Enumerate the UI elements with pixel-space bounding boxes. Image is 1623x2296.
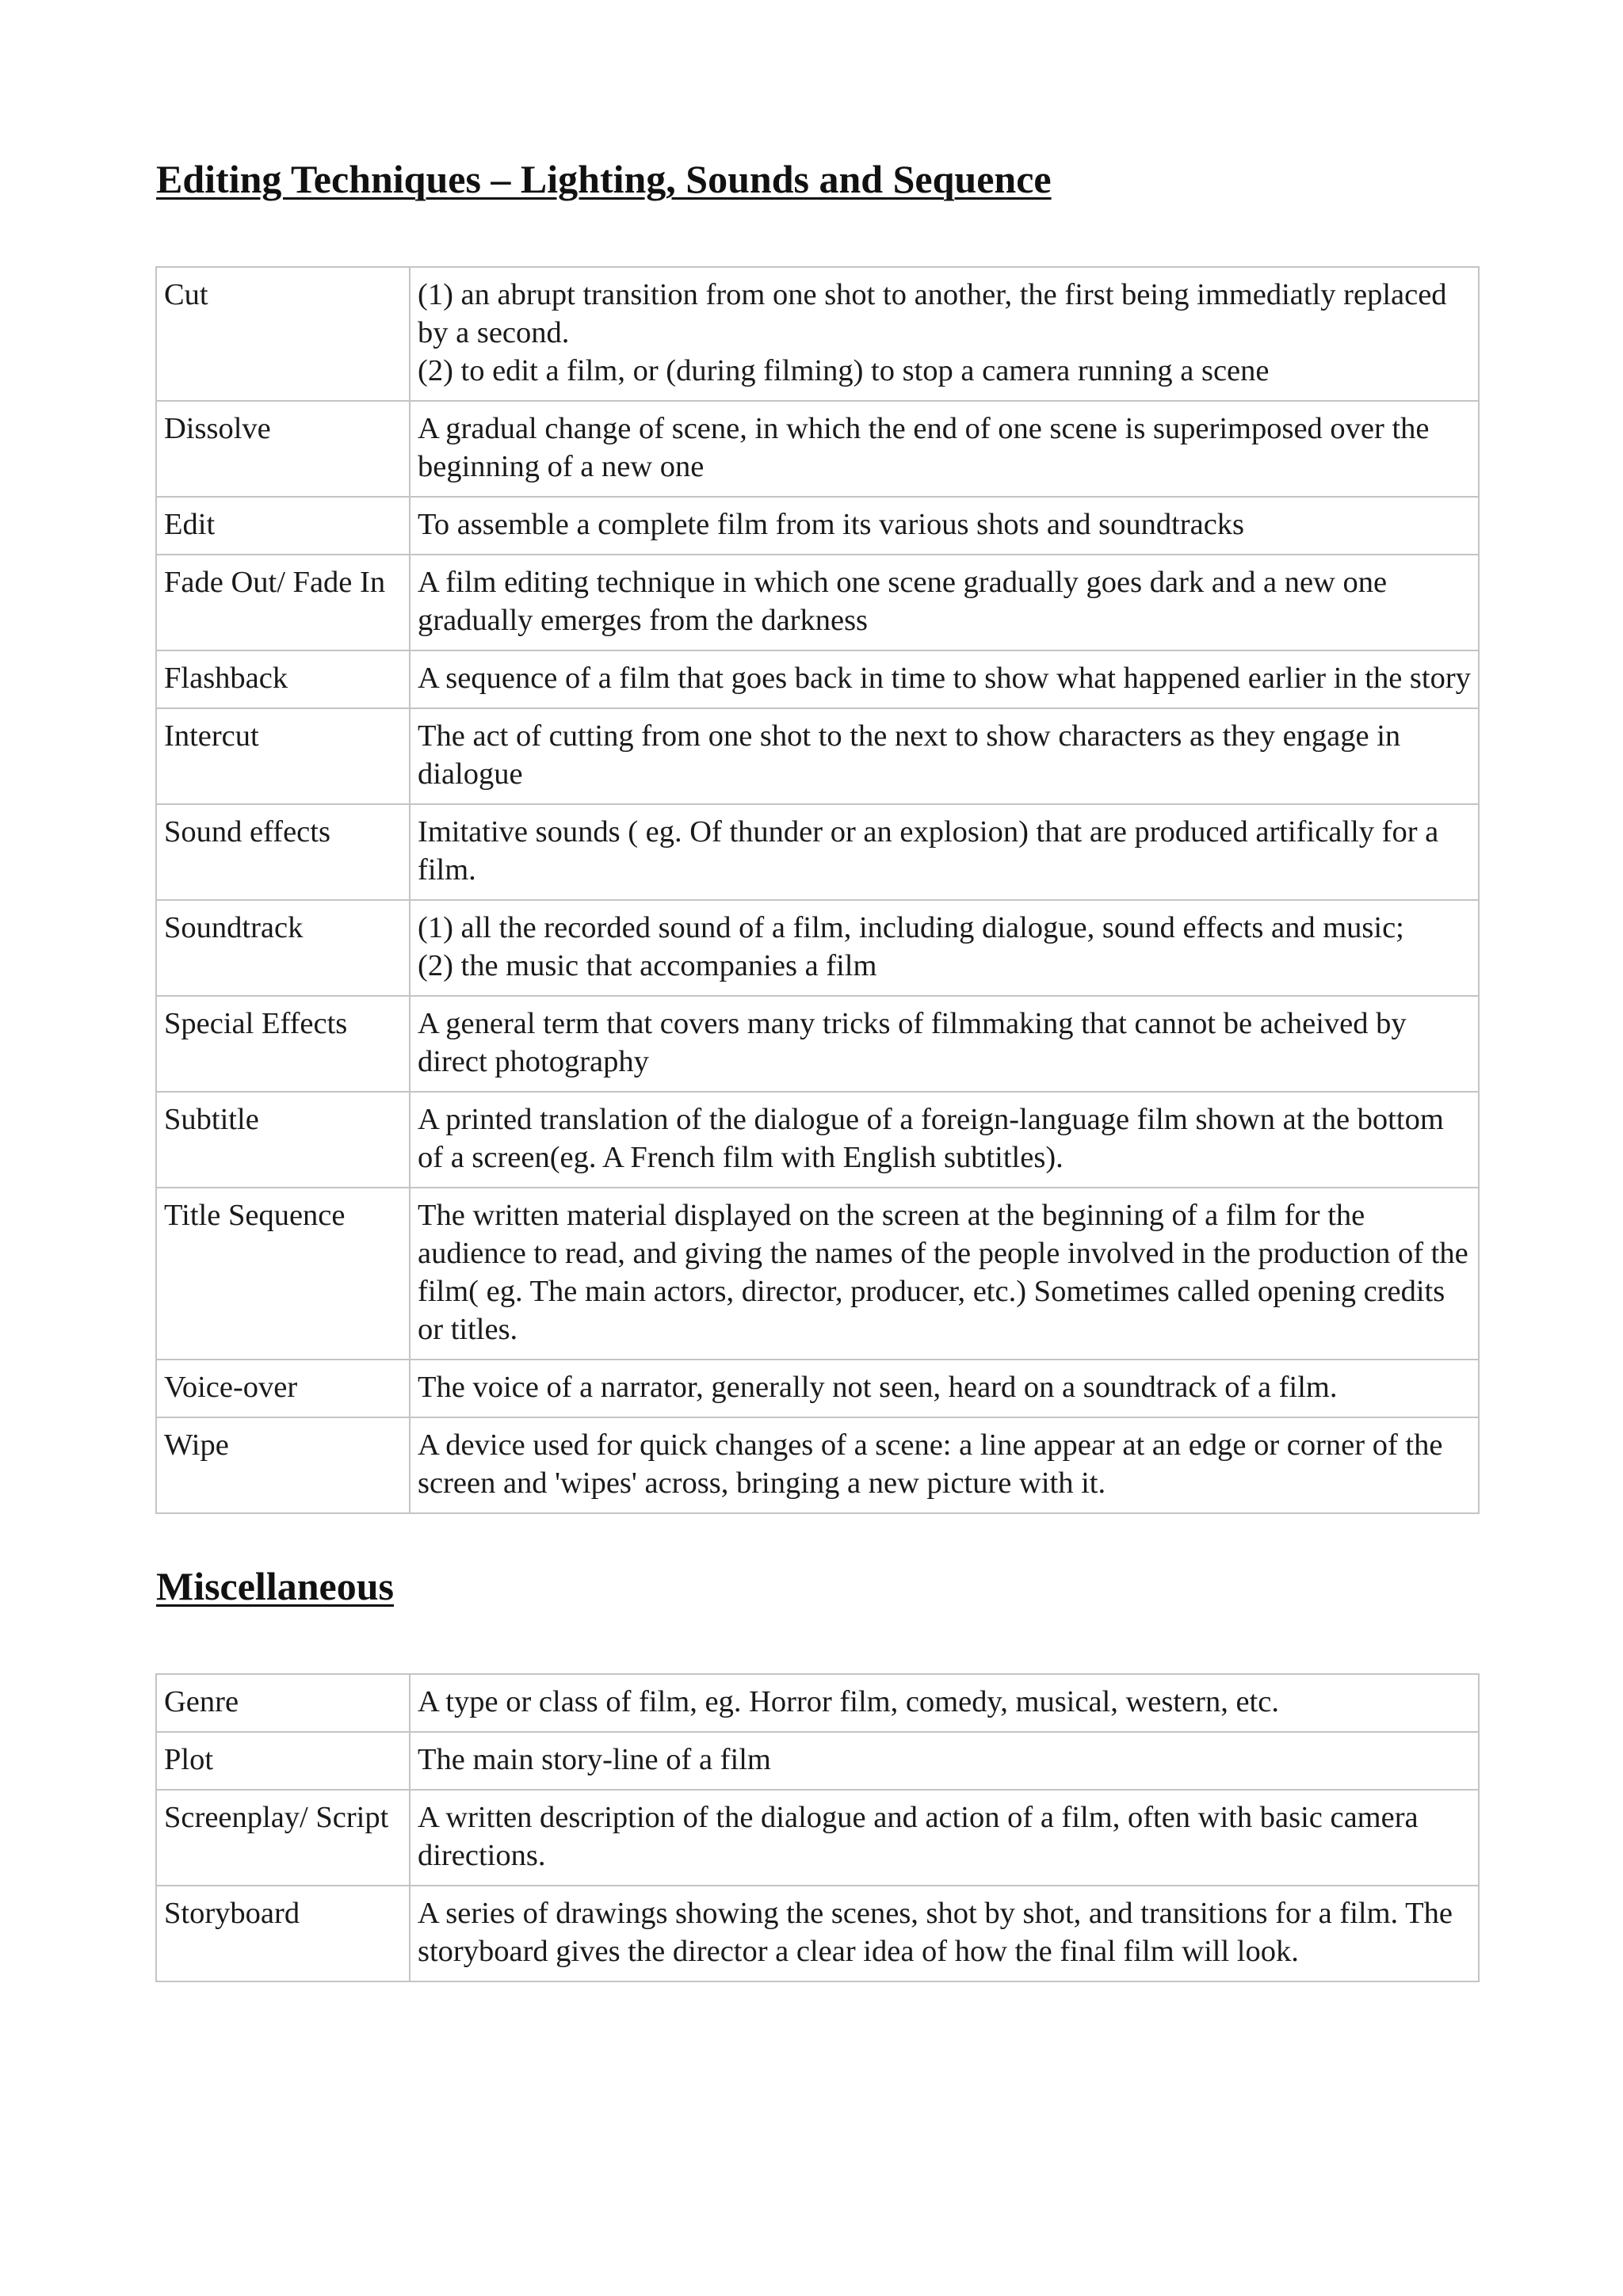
term-cell: Wipe [156, 1417, 410, 1513]
table-row [156, 267, 1479, 401]
definition-cell: The act of cutting from one shot to the next to show characters as they engage in dialogue [410, 708, 1479, 804]
table-row [156, 401, 1479, 497]
definition-cell: A sequence of a film that goes back in time to show what happened earlier in the story [410, 650, 1479, 708]
definition-cell: A type or class of film, eg. Horror film, comedy, musical, western, etc. [410, 1674, 1479, 1732]
term-cell: Subtitle [156, 1092, 410, 1188]
definition-cell: Imitative sounds ( eg. Of thunder or an explosion) that are produced artifically for a film. [410, 804, 1479, 900]
term-cell: Voice-over [156, 1360, 410, 1417]
term-cell: Sound effects [156, 804, 410, 900]
term-cell: Soundtrack [156, 900, 410, 996]
table-row [156, 650, 1479, 708]
section-heading-editing-techniques: Editing Techniques – Lighting, Sounds and Sequence [156, 157, 1052, 201]
table-row [156, 1092, 1479, 1188]
term-cell: Screenplay/ Script [156, 1790, 410, 1886]
table-row [156, 1674, 1479, 1732]
table-row [156, 1732, 1479, 1790]
definition-cell: To assemble a complete film from its various shots and soundtracks [410, 497, 1479, 555]
table-row [156, 1886, 1479, 1981]
definition-cell: A written description of the dialogue and action of a film, often with basic camera directions. [410, 1790, 1479, 1886]
term-cell: Cut [156, 267, 410, 401]
definition-cell: A device used for quick changes of a scene: a line appear at an edge or corner of the screen and 'wipes' across, bringing a new picture with it. [410, 1417, 1479, 1513]
term-cell: Genre [156, 1674, 410, 1732]
term-cell: Flashback [156, 650, 410, 708]
definition-cell: (1) all the recorded sound of a film, including dialogue, sound effects and music; (2) the music that accompanies a film [410, 900, 1479, 996]
table-row [156, 1360, 1479, 1417]
definition-cell: A series of drawings showing the scenes, shot by shot, and transitions for a film. The storyboard gives the director a clear idea of how the final film will look. [410, 1886, 1479, 1981]
definition-cell: A gradual change of scene, in which the end of one scene is superimposed over the beginning of a new one [410, 401, 1479, 497]
term-cell: Special Effects [156, 996, 410, 1092]
table-row [156, 1188, 1479, 1360]
definition-cell: A printed translation of the dialogue of a foreign-language film shown at the bottom of a screen(eg. A French film with English subtitles). [410, 1092, 1479, 1188]
table-row [156, 804, 1479, 900]
table-row [156, 497, 1479, 555]
miscellaneous-table [155, 1673, 1480, 1982]
section-heading-miscellaneous: Miscellaneous [156, 1564, 394, 1608]
definition-cell: The main story-line of a film [410, 1732, 1479, 1790]
table-row [156, 900, 1479, 996]
term-cell: Plot [156, 1732, 410, 1790]
term-cell: Storyboard [156, 1886, 410, 1981]
table-row [156, 996, 1479, 1092]
term-cell: Edit [156, 497, 410, 555]
table-row [156, 555, 1479, 650]
definition-cell: The voice of a narrator, generally not seen, heard on a soundtrack of a film. [410, 1360, 1479, 1417]
editing-techniques-table [155, 266, 1480, 1514]
table-row [156, 1790, 1479, 1886]
definition-cell: (1) an abrupt transition from one shot to another, the first being immediatly replaced by a second. (2) to edit a film, or (during filming) to stop a camera running a scene [410, 267, 1479, 401]
term-cell: Fade Out/ Fade In [156, 555, 410, 650]
table-row [156, 708, 1479, 804]
term-cell: Intercut [156, 708, 410, 804]
term-cell: Dissolve [156, 401, 410, 497]
term-cell: Title Sequence [156, 1188, 410, 1360]
table-row [156, 1417, 1479, 1513]
definition-cell: A general term that covers many tricks of filmmaking that cannot be acheived by direct photography [410, 996, 1479, 1092]
definition-cell: The written material displayed on the screen at the beginning of a film for the audience to read, and giving the names of the people involved in the production of the film( eg. The main actors, director, producer, etc.) Sometimes called opening credits or titles. [410, 1188, 1479, 1360]
definition-cell: A film editing technique in which one scene gradually goes dark and a new one gradually emerges from the darkness [410, 555, 1479, 650]
